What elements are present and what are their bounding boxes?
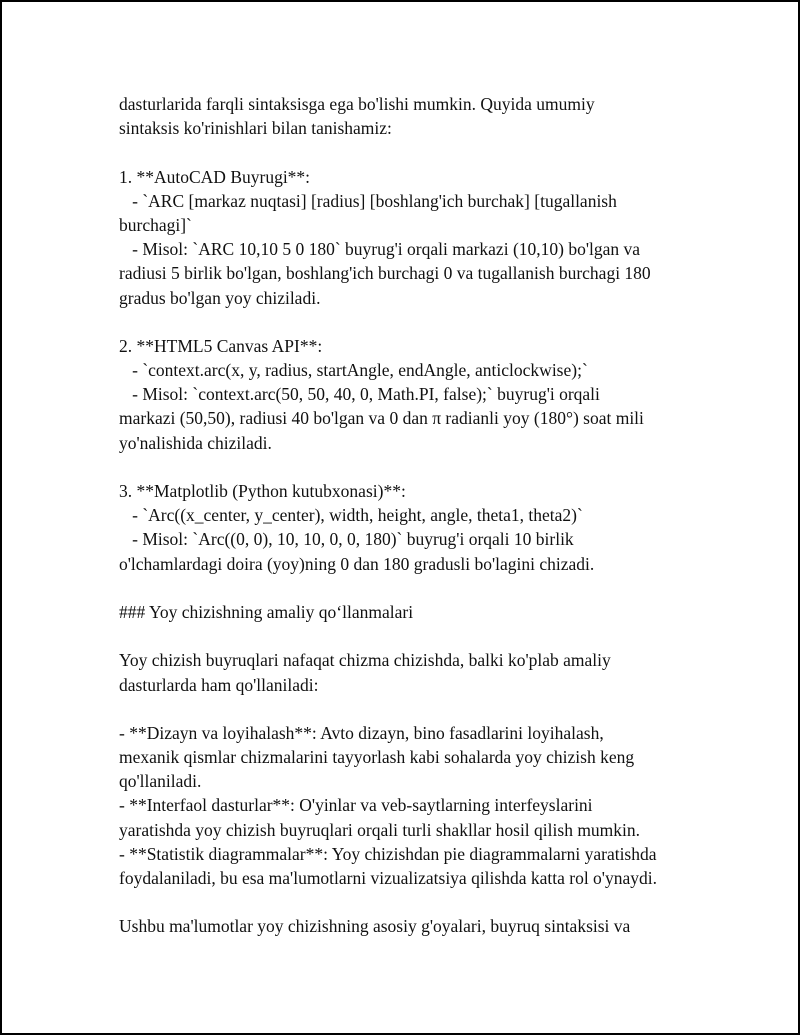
list-heading: 2. **HTML5 Canvas API**: (119, 335, 323, 356)
text-line: Ushbu ma'lumotlar yoy chizishning asosiy g'oyalari, buyruq sintaksisi va (119, 916, 631, 937)
text-line: - Misol: `Arc((0, 0), 10, 10, 0, 0, 180)` buyrug'i orqali 10 birlik (119, 529, 574, 550)
bullet-item: - **Dizayn va loyihalash**: Avto dizayn, bino fasadlarini loyihalash, (119, 722, 604, 743)
text-line: markazi (50,50), radiusi 40 bo'lgan va 0 dan π radianli yoy (180°) soat mili (119, 408, 644, 429)
text-line (119, 140, 719, 164)
text-line: yaratishda yoy chizish buyruqlari orqali turli shakllar hosil qilish mumkin. (119, 819, 641, 840)
text-line: burchagi]` (119, 214, 192, 235)
text-line: mexanik qismlar chizmalarini tayyorlash kabi sohalarda yoy chizish keng (119, 747, 635, 768)
text-line (119, 455, 719, 479)
text-line (119, 890, 719, 914)
text-line: dasturlarda ham qo'llaniladi: (119, 674, 319, 695)
list-heading: 3. **Matplotlib (Python kutubxonasi)**: (119, 481, 406, 501)
text-line: qo'llaniladi. (119, 771, 202, 792)
text-line: o'lchamlardagi doira (yoy)ning 0 dan 180 gradusli bo'lagini chizadi. (119, 553, 595, 574)
text-line (119, 624, 719, 648)
text-line: radiusi 5 birlik bo'lgan, boshlang'ich burchagi 0 va tugallanish burchagi 180 (119, 263, 651, 284)
document-body (119, 92, 719, 939)
text-line: - Misol: `context.arc(50, 50, 40, 0, Math.PI, false);` buyrug'i orqali (119, 384, 600, 405)
text-line (119, 576, 719, 600)
text-line: - `Arc((x_center, y_center), width, height, angle, theta1, theta2)` (119, 505, 583, 526)
text-line: sintaksis ko'rinishlari bilan tanishamiz: (119, 118, 392, 139)
text-line: - `context.arc(x, y, radius, startAngle, endAngle, anticlockwise);` (119, 360, 588, 381)
bullet-item: - **Interfaol dasturlar**: O'yinlar va veb-saytlarning interfeyslarini (119, 795, 593, 816)
text-line: - Misol: `ARC 10,10 5 0 180` buyrug'i orqali markazi (10,10) bo'lgan va (119, 239, 641, 260)
section-heading: ### Yoy chizishning amaliy qo‘llanmalari (119, 601, 414, 622)
text-line: Yoy chizish buyruqlari nafaqat chizma chizishda, balki ko'plab amaliy (119, 650, 611, 671)
list-heading: 1. **AutoCAD Buyrugi**: (119, 166, 311, 187)
text-line (119, 697, 719, 721)
bullet-item: - **Statistik diagrammalar**: Yoy chizishdan pie diagrammalarni yaratishda (119, 843, 657, 864)
text-line: gradus bo'lgan yoy chiziladi. (119, 287, 321, 308)
text-line: dasturlarida farqli sintaksisga ega bo'lishi mumkin. Quyida umumiy (119, 94, 595, 114)
text-line (119, 310, 719, 334)
text-line: yo'nalishida chiziladi. (119, 432, 272, 453)
text-line: - `ARC [markaz nuqtasi] [radius] [boshlang'ich burchak] [tugallanish (119, 190, 617, 211)
text-line: foydalaniladi, bu esa ma'lumotlarni vizualizatsiya qilishda katta rol o'ynaydi. (119, 868, 657, 888)
